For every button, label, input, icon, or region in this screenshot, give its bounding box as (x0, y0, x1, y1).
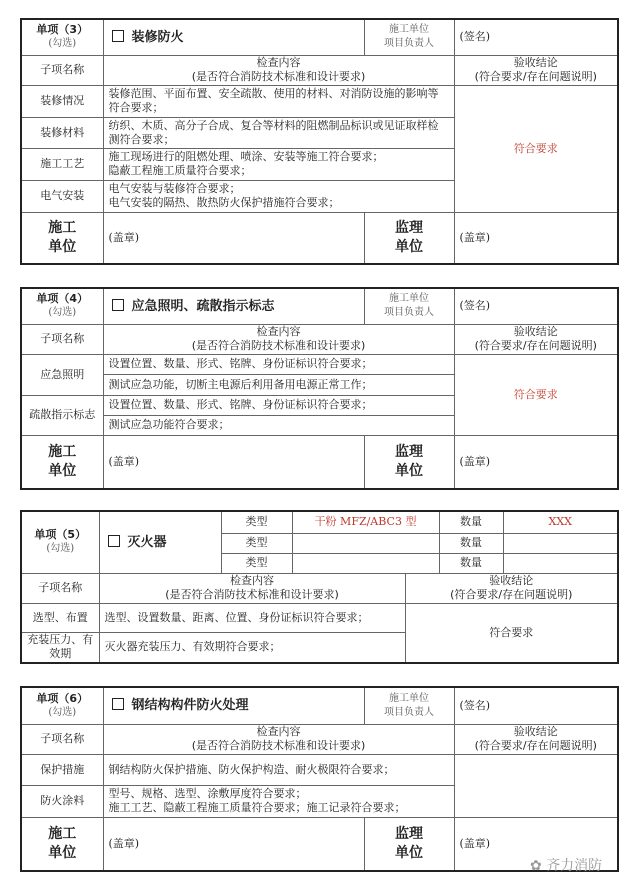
checkbox[interactable] (108, 535, 120, 547)
section-label: 单项（4） (勾选) (21, 288, 103, 324)
sub-name-header: 子项名称 (21, 724, 103, 754)
row-content: 选型、设置数量、距离、位置、身份证标识符合要求； (99, 603, 405, 632)
section-title[interactable]: 钢结构构件防火处理 (103, 687, 364, 724)
section-6-table (20, 686, 619, 872)
row-name: 应急照明 (21, 354, 103, 395)
sub-name-header: 子项名称 (21, 324, 103, 354)
result-header: 验收结论 (符合要求/存在问题说明) (454, 55, 618, 85)
check-header: 检查内容 (是否符合消防技术标准和设计要求) (103, 724, 454, 754)
sign-field[interactable]: (签名) (454, 288, 618, 324)
construct-stamp[interactable]: (盖章) (103, 212, 364, 264)
result-value[interactable]: 符合要求 (454, 354, 618, 435)
row-content: 设置位置、数量、形式、铭牌、身份证标识符合要求； (103, 395, 454, 415)
row-content: 施工现场进行的阻燃处理、喷涂、安装等施工符合要求； 隐蔽工程施工质量符合要求； (103, 148, 454, 180)
result-value[interactable]: 符合要求 (454, 85, 618, 212)
qty-label: 数量 (439, 533, 503, 553)
section-title[interactable]: 应急照明、疏散指示标志 (103, 288, 364, 324)
check-header: 检查内容 (是否符合消防技术标准和设计要求) (103, 55, 454, 85)
row-name: 充装压力、有效期 (21, 632, 99, 663)
qty-value[interactable] (503, 533, 618, 553)
result-header: 验收结论 (符合要求/存在问题说明) (405, 573, 618, 603)
result-header: 验收结论 (符合要求/存在问题说明) (454, 324, 618, 354)
checkbox[interactable] (112, 698, 124, 710)
section-number: 单项（3） (36, 23, 89, 37)
construct-stamp[interactable]: (盖章) (103, 435, 364, 489)
supervise-unit-label: 监理 单位 (364, 817, 454, 871)
qty-value[interactable] (503, 553, 618, 573)
title-text: 装修防火 (131, 29, 184, 45)
check-header: 检查内容 (是否符合消防技术标准和设计要求) (99, 573, 405, 603)
leader-label: 施工单位 项目负责人 (364, 288, 454, 324)
row-name: 装修情况 (21, 85, 103, 117)
leader-label: 施工单位 项目负责人 (364, 687, 454, 724)
row-content: 纺织、木质、高分子合成、复合等材料的阻燃制品标识或见证取样检测符合要求； (103, 117, 454, 148)
row-name: 选型、布置 (21, 603, 99, 632)
row-name: 装修材料 (21, 117, 103, 148)
construct-stamp[interactable]: (盖章) (103, 817, 364, 871)
leader-label: 施工单位 项目负责人 (364, 19, 454, 55)
supervise-unit-label: 监理 单位 (364, 435, 454, 489)
checkbox[interactable] (112, 299, 124, 311)
section-label (21, 19, 103, 55)
qty-value[interactable]: XXX (503, 511, 618, 533)
construct-unit-label: 施工 单位 (21, 817, 103, 871)
sub-name-header: 子项名称 (21, 573, 99, 603)
sign-field[interactable]: (签名) (454, 687, 618, 724)
qty-label: 数量 (439, 511, 503, 533)
row-content: 设置位置、数量、形式、铭牌、身份证标识符合要求； (103, 354, 454, 374)
type-label: 类型 (221, 533, 292, 553)
supervise-stamp[interactable]: (盖章) (454, 212, 618, 264)
section-label: 单项（6） (勾选) (21, 687, 103, 724)
type-value[interactable]: 干粉 MFZ/ABC3 型 (292, 511, 439, 533)
row-name: 保护措施 (21, 754, 103, 785)
row-content: 测试应急功能，切断主电源后利用备用电源正常工作； (103, 374, 454, 395)
result-value[interactable] (454, 754, 618, 817)
construct-unit-label: 施工 单位 (21, 435, 103, 489)
section-4-table (20, 287, 619, 490)
result-value[interactable]: 符合要求 (405, 603, 618, 663)
section-3-table (20, 18, 619, 265)
row-content: 装修范围、平面布置、安全疏散、使用的材料、对消防设施的影响等符合要求； (103, 85, 454, 117)
type-value[interactable] (292, 553, 439, 573)
watermark: ✿ 齐力消防 (530, 858, 603, 874)
row-content: 测试应急功能符合要求； (103, 415, 454, 435)
check-header: 检查内容 (是否符合消防技术标准和设计要求) (103, 324, 454, 354)
qty-label: 数量 (439, 553, 503, 573)
tick-hint: (勾选) (48, 38, 77, 50)
row-name: 防火涂料 (21, 785, 103, 817)
section-label: 单项（5） (勾选) (21, 511, 99, 573)
sub-name-header: 子项名称 (21, 55, 103, 85)
section-5-table (20, 510, 619, 664)
supervise-stamp[interactable]: (盖章) (454, 817, 618, 871)
section-title[interactable]: 灭火器 (99, 511, 221, 573)
construct-unit-label: 施工 单位 (21, 212, 103, 264)
row-content: 电气安装与装修符合要求； 电气安装的隔热、散热防火保护措施符合要求； (103, 180, 454, 212)
supervise-stamp[interactable]: (盖章) (454, 435, 618, 489)
section-title[interactable] (103, 19, 364, 55)
row-name: 施工工艺 (21, 148, 103, 180)
result-header: 验收结论 (符合要求/存在问题说明) (454, 724, 618, 754)
sign-field[interactable]: (签名) (454, 19, 618, 55)
type-label: 类型 (221, 553, 292, 573)
row-name: 电气安装 (21, 180, 103, 212)
row-content: 型号、规格、选型、涂敷厚度符合要求； 施工工艺、隐蔽工程施工质量符合要求；施工记录符合要求； (103, 785, 454, 817)
row-name: 疏散指示标志 (21, 395, 103, 435)
row-content: 灭火器充装压力、有效期符合要求； (99, 632, 405, 663)
row-content: 钢结构防火保护措施、防火保护构造、耐火极限符合要求； (103, 754, 454, 785)
checkbox[interactable] (112, 30, 124, 42)
type-value[interactable] (292, 533, 439, 553)
wechat-icon: ✿ (530, 858, 542, 874)
supervise-unit-label: 监理 单位 (364, 212, 454, 264)
type-label: 类型 (221, 511, 292, 533)
